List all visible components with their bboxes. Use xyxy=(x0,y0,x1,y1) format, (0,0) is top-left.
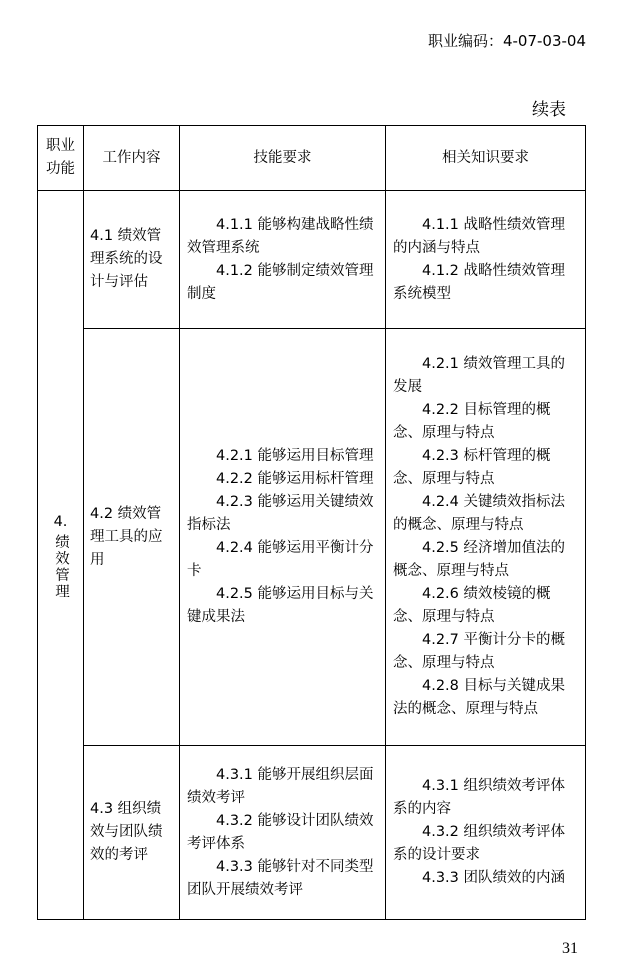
header-skills: 技能要求 xyxy=(180,126,386,191)
skill-item: 4.2.4 能够运用平衡计分卡 xyxy=(187,540,374,579)
knowledge-item: 4.2.8 目标与关键成果法的概念、原理与特点 xyxy=(393,678,566,717)
skill-item: 4.3.2 能够设计团队绩效考评体系 xyxy=(187,812,374,852)
knowledge-item: 4.2.5 经济增加值法的概念、原理与特点 xyxy=(393,540,566,579)
skill-item: 4.2.5 能够运用目标与关键成果法 xyxy=(187,586,374,625)
knowledge-item: 4.3.1 组织绩效考评体系的内容 xyxy=(393,778,566,817)
knowledge-cell xyxy=(386,746,586,920)
skill-item: 4.3.3 能够针对不同类型团队开展绩效考评 xyxy=(187,858,374,898)
table-row xyxy=(38,329,586,746)
function-name: 绩效管理 xyxy=(53,533,69,600)
table-row xyxy=(38,191,586,329)
skill-item: 4.1.2 能够制定绩效管理制度 xyxy=(187,262,374,302)
occupation-code: 职业编码：4-07-03-04 xyxy=(427,32,586,50)
skill-item: 4.3.1 能够开展组织层面绩效考评 xyxy=(187,766,374,806)
header-function: 职业 功能 xyxy=(38,126,84,191)
header-content: 工作内容 xyxy=(84,126,180,191)
knowledge-item: 4.2.2 目标管理的概念、原理与特点 xyxy=(393,402,551,441)
table-row xyxy=(38,746,586,920)
skills-cell xyxy=(180,329,386,746)
knowledge-item: 4.2.1 绩效管理工具的发展 xyxy=(393,356,566,395)
header-knowledge: 相关知识要求 xyxy=(386,126,586,191)
skill-item: 4.2.3 能够运用关键绩效指标法 xyxy=(187,494,374,533)
continued-label: 续表 xyxy=(532,100,566,120)
work-content-cell: 4.3 组织绩效与团队绩效的考评 xyxy=(84,746,180,920)
knowledge-item: 4.2.7 平衡计分卡的概念、原理与特点 xyxy=(393,632,566,671)
knowledge-item: 4.1.2 战略性绩效管理系统模型 xyxy=(393,262,566,302)
requirements-table xyxy=(37,125,586,920)
work-content-cell: 4.2 绩效管理工具的应用 xyxy=(84,329,180,746)
knowledge-cell xyxy=(386,191,586,329)
knowledge-item: 4.2.4 关键绩效指标法的概念、原理与特点 xyxy=(393,494,566,533)
knowledge-cell xyxy=(386,329,586,746)
knowledge-item: 4.2.6 绩效棱镜的概念、原理与特点 xyxy=(393,586,551,625)
knowledge-item: 4.2.3 标杆管理的概念、原理与特点 xyxy=(393,448,551,487)
skill-item: 4.1.1 能够构建战略性绩效管理系统 xyxy=(187,216,374,256)
work-content-cell: 4.1 绩效管理系统的设计与评估 xyxy=(84,191,180,329)
knowledge-item: 4.1.1 战略性绩效管理的内涵与特点 xyxy=(393,216,566,256)
function-cell xyxy=(38,191,84,920)
knowledge-item: 4.3.2 组织绩效考评体系的设计要求 xyxy=(393,824,566,863)
skills-cell xyxy=(180,191,386,329)
page-number: 31 xyxy=(562,940,578,957)
table-header-row xyxy=(38,126,586,191)
skill-item: 4.2.1 能够运用目标管理 xyxy=(216,448,374,464)
function-number: 4. xyxy=(53,513,68,530)
skills-cell xyxy=(180,746,386,920)
skill-item: 4.2.2 能够运用标杆管理 xyxy=(216,471,374,487)
knowledge-item: 4.3.3 团队绩效的内涵 xyxy=(422,870,566,886)
